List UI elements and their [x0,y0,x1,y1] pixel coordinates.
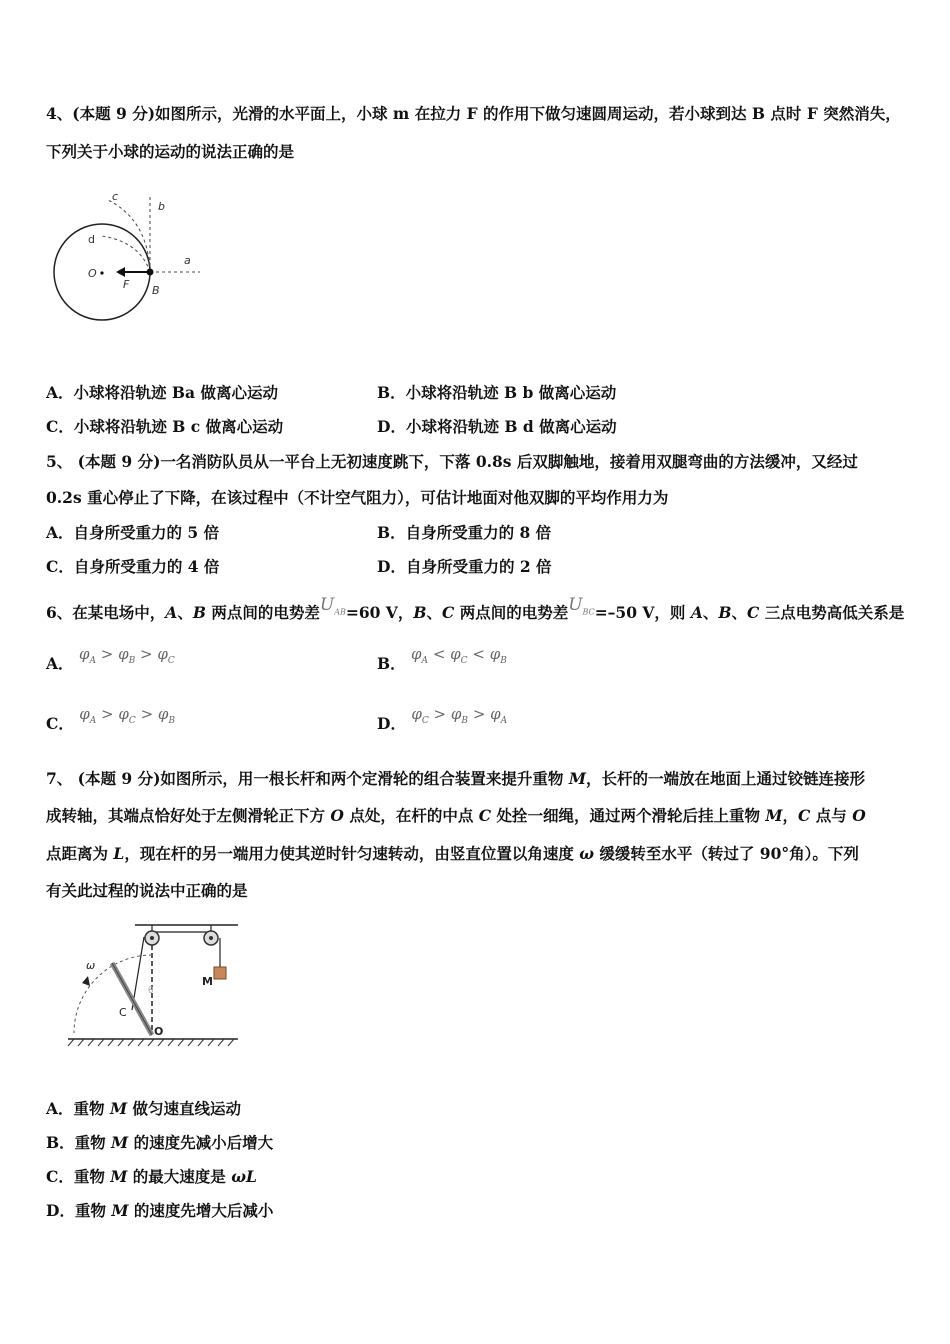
operator: < [472,645,485,663]
phi-subscript: A [500,716,508,726]
phi-subscript: C [421,716,429,726]
ground-hatching [68,1039,234,1046]
trajectory-c [108,200,150,272]
label-theta: θ [148,986,154,996]
phi-subscript: C [460,656,468,666]
q7-text: 点距离为 [46,844,114,863]
ubc-subscript: BC [582,607,595,617]
q4-figure [40,180,220,340]
q4-stem-line1: 4、(本题 9 分)如图所示，光滑的水平面上，小球 m 在拉力 F 的作用下做匀速圆周运动，若小球到达 B 点时 F 突然消失， [46,104,901,123]
option-symbol: M [109,1099,128,1118]
rod-edge [112,963,152,1035]
q5-stem-line2: 0.2s 重心停止了下降，在该过程中（不计空气阻力），可估计地面对他双脚的平均作用力为 [46,488,669,507]
option-symbol: M [110,1167,128,1186]
q6-point-b: B [413,603,427,622]
q7-symbol-o: O [330,806,344,825]
q6-point-c: C [441,603,455,622]
phi-subscript: C [128,716,136,726]
q7-symbol-l: L [113,844,125,863]
label-omega: ω [86,959,96,972]
q4-option-b[interactable]: B．小球将沿轨迹 B b 做离心运动 [377,383,617,402]
q7-symbol-o: O [852,806,866,825]
label-o: O [154,1025,164,1038]
q7-figure [60,915,250,1055]
label-a: a [184,254,191,267]
phi-subscript: A [421,656,429,666]
operator: > [140,645,153,663]
operator: > [101,705,114,723]
q7-text: 点与 [810,806,853,825]
q7-symbol-m: M [568,769,586,788]
option-label: A． [46,654,74,673]
phi-subscript: A [89,716,97,726]
q7-text: 点处，在杆的中点 [343,806,479,825]
q6-text: 两点间的电势差 [205,603,320,622]
q7-text: ，长杆的一端放在地面上通过铰链连接形 [586,769,866,788]
label-o: O [88,267,97,280]
weight-m [214,967,226,979]
q6-point-a: A [165,603,178,622]
potential-difference-uab: $U_{AB}$ [319,595,346,617]
q6-value-ubc: =–50 V，则 [594,603,691,622]
q6-option-a[interactable] [46,645,175,676]
option-text: B．重物 [46,1133,111,1152]
q7-text: 成转轴，其端点恰好处于左侧滑轮正下方 [46,806,331,825]
q6-text: 、 [731,603,747,622]
phi-subscript: B [461,716,469,726]
option-text: 做匀速直线运动 [127,1099,242,1118]
operator: > [140,705,154,723]
q7-symbol-c: C [478,806,492,825]
q7-option-a[interactable] [46,1097,241,1119]
option-label: D． [377,714,406,733]
option-text: C．重物 [46,1167,111,1186]
center-o [100,271,103,274]
ball-b [147,269,154,276]
right-pulley-axle [209,936,213,940]
phi-subscript: C [167,656,175,666]
q5-stem-line1: 5、 (本题 9 分)一名消防队员从一平台上无初速度跳下，下落 0.8s 后双脚触地，接着用双腿弯曲的方法缓冲，又经过 [46,452,858,471]
option-text: D．重物 [46,1201,112,1220]
option-label: B． [377,654,406,673]
q6-text: 三点电势高低关系是 [759,603,905,622]
potential-relation: $\varphi_C > \varphi_B > \varphi_A$ [411,705,508,726]
q4-stem-line2: 下列关于小球的运动的说法正确的是 [46,142,295,161]
q6-point-b: B [192,603,206,622]
q7-text: ， [782,806,799,825]
option-label: C． [46,714,74,733]
operator: > [433,705,447,723]
label-c: c [112,190,119,203]
trajectory-d [102,236,150,272]
potential-relation: $\varphi_A > \varphi_C > \varphi_B$ [79,705,176,726]
force-arrowhead [116,267,125,277]
q6-text: 、 [426,603,442,622]
q6-option-b[interactable] [377,645,507,676]
q6-text: 、 [177,603,193,622]
option-text: 的速度先减小后增大 [128,1133,274,1152]
q4-option-c[interactable]: C．小球将沿轨迹 B c 做离心运动 [46,417,284,436]
operator: < [432,645,446,663]
label-b-point: B [152,284,160,297]
option-text: A．重物 [46,1099,110,1118]
q7-option-b[interactable] [46,1131,273,1153]
phi-subscript: B [168,716,176,726]
phi-subscript: A [89,656,96,666]
q7-symbol-omega: ω [579,844,594,863]
operator: > [472,705,486,723]
q4-option-d[interactable]: D．小球将沿轨迹 B d 做离心运动 [377,417,617,436]
q5-option-d[interactable]: D．自身所受重力的 2 倍 [377,557,552,576]
label-f: F [123,278,130,291]
q7-text: 处拴一细绳，通过两个滑轮后挂上重物 [491,806,766,825]
q6-value-uab: =60 V， [345,603,414,622]
potential-difference-ubc: $U_{BC}$ [568,595,595,617]
operator: > [100,645,114,663]
left-pulley-axle [150,936,154,940]
q5-option-b[interactable]: B．自身所受重力的 8 倍 [377,523,552,542]
q6-stem [46,595,905,624]
q6-option-c[interactable] [46,705,176,736]
q5-option-a[interactable]: A．自身所受重力的 5 倍 [46,523,220,542]
q7-stem-line3 [46,842,859,864]
potential-relation: $\varphi_A > \varphi_B > \varphi_C$ [78,645,175,666]
q5-option-c[interactable]: C．自身所受重力的 4 倍 [46,557,220,576]
phi-subscript: B [128,656,136,666]
q7-text: 7、 (本题 9 分)如图所示，用一根长杆和两个定滑轮的组合装置来提升重物 [46,769,569,788]
option-symbol: ωL [231,1167,257,1186]
label-m: M [202,975,213,988]
q7-symbol-c: C [798,806,811,825]
rotation-arrow [82,976,90,986]
q6-text: 两点间的电势差 [454,603,569,622]
label-c: C [119,1006,127,1019]
q7-option-c[interactable] [46,1165,257,1187]
q6-point-b: B [718,603,732,622]
q7-stem-line4: 有关此过程的说法中正确的是 [46,881,248,900]
uab-subscript: AB [334,607,346,617]
q6-text: 、 [702,603,719,622]
q6-point-a: A [690,603,703,622]
q6-point-c: C [747,603,760,622]
q4-option-a[interactable]: A．小球将沿轨迹 Ba 做离心运动 [46,383,278,402]
q7-stem-line1 [46,767,865,789]
option-text: 的最大速度是 [127,1167,232,1186]
option-text: 的速度先增大后减小 [128,1201,274,1220]
q7-symbol-m: M [765,806,783,825]
option-symbol: M [111,1133,129,1152]
q7-stem-line2 [46,804,866,826]
q7-option-d[interactable] [46,1199,273,1221]
q7-text: 缓缓转至水平（转过了 90°角）。下列 [593,844,859,863]
potential-relation: $\varphi_A < \varphi_C < \varphi_B$ [411,645,507,666]
phi-subscript: B [500,656,507,666]
label-d: d [88,233,95,246]
label-b: b [158,200,165,213]
q6-option-d[interactable] [377,705,508,736]
q7-text: ，现在杆的另一端用力使其逆时针匀速转动，由竖直位置以角速度 [124,844,580,863]
q6-text: 6、在某电场中， [46,603,166,622]
option-symbol: M [111,1201,129,1220]
